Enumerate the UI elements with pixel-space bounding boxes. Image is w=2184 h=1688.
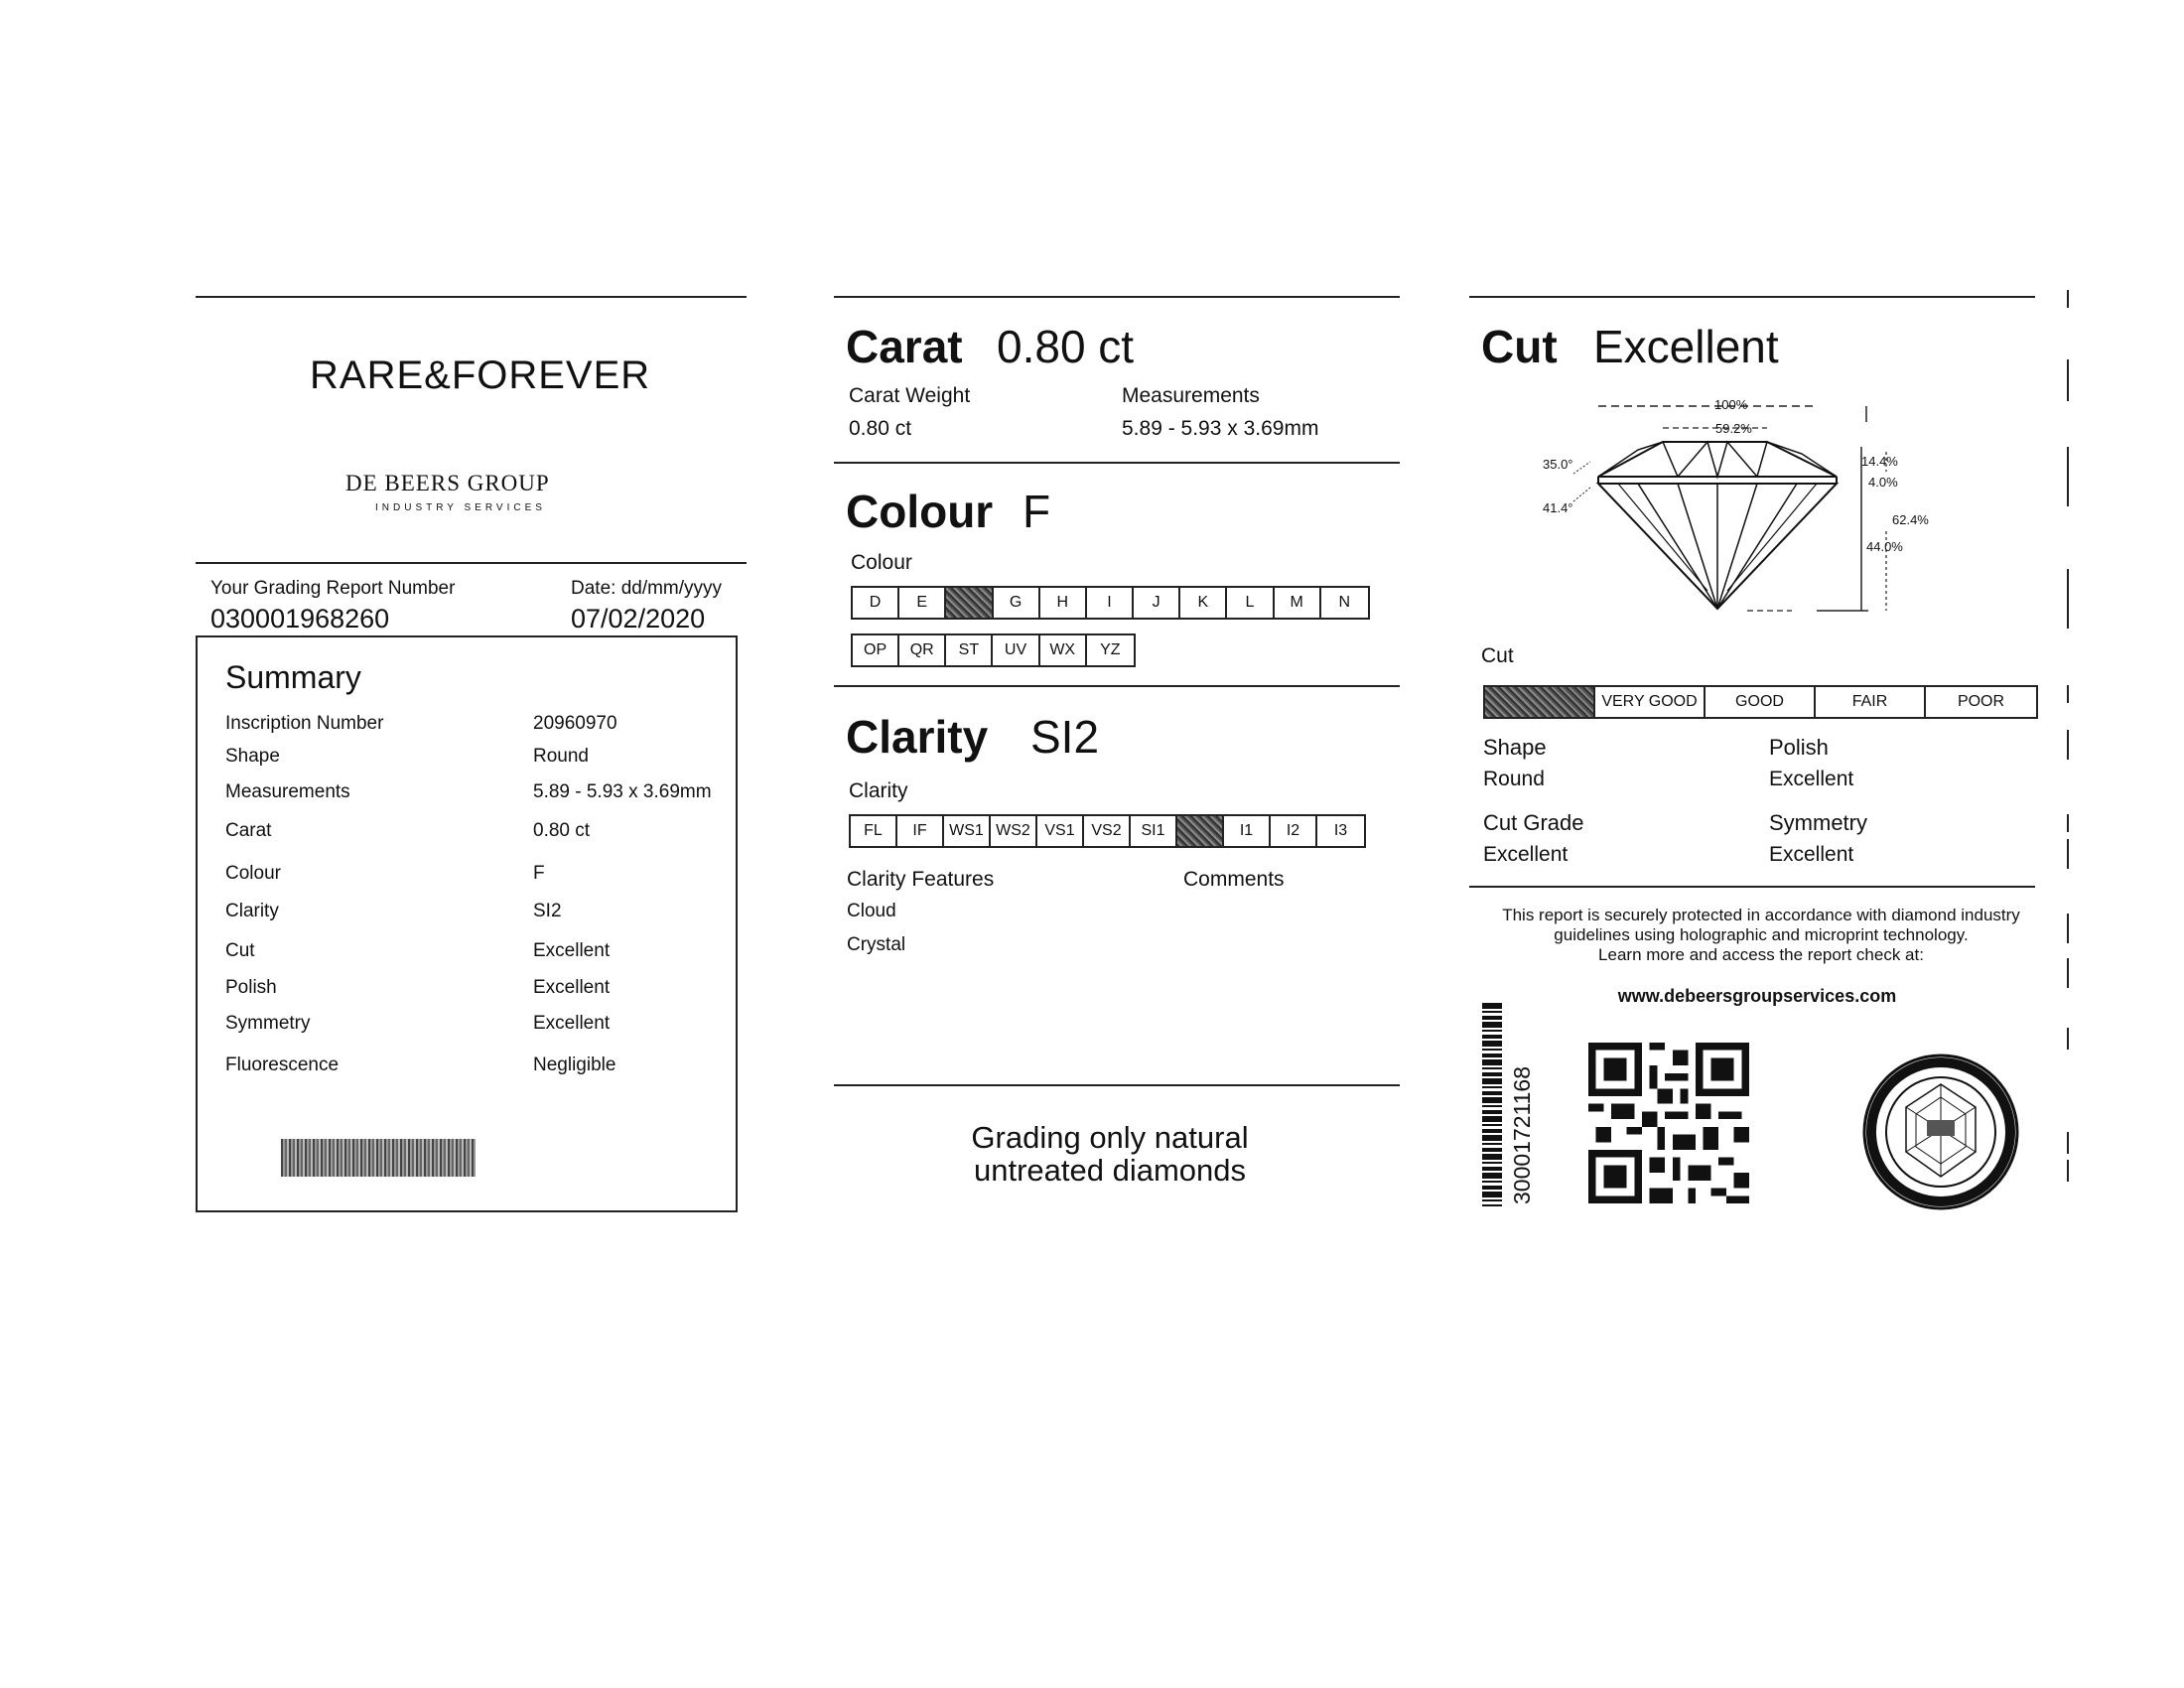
colour-rule (834, 685, 1400, 687)
diamond-crown (1598, 442, 1837, 477)
summary-row (225, 713, 722, 741)
clarity-scale-cell: IF (897, 816, 944, 846)
clarity-scale-cell: VS1 (1037, 816, 1084, 846)
clarity-scale-cell: SI1 (1131, 816, 1177, 846)
summary-row-label: Carat (225, 820, 272, 841)
clarity-value: SI2 (1030, 711, 1100, 763)
notice-line-3: Learn more and access the report check at: (1598, 945, 1924, 964)
measurements-value: 5.89 - 5.93 x 3.69mm (1122, 417, 1319, 440)
report-number-label: Your Grading Report Number (210, 578, 456, 599)
hologram-seal (281, 1139, 476, 1177)
carat-weight-label: Carat Weight (849, 384, 971, 407)
prop-pavilion-depth: 44.0% (1866, 539, 1903, 554)
prop-girdle: 4.0% (1868, 475, 1898, 490)
qr-code (1588, 1043, 1749, 1203)
colour-scale-1-cell: J (1134, 588, 1180, 618)
brand-logo: RARE&FOREVER (310, 353, 651, 397)
edge-mark (2067, 569, 2069, 629)
prop-pavilion-angle: 41.4° (1543, 500, 1573, 515)
shape-label: Shape (1483, 735, 1547, 760)
colour-scale-1-cell: G (994, 588, 1040, 618)
measurements-label: Measurements (1122, 384, 1260, 407)
footer-line-2: untreated diamonds (973, 1153, 1247, 1188)
summary-row (225, 901, 722, 928)
summary-row (225, 781, 722, 809)
shape-value: Round (1483, 768, 1545, 790)
colour-scale-2-cell: ST (946, 635, 993, 665)
edge-mark (2067, 1160, 2069, 1182)
colour-scale-1-cell: M (1275, 588, 1321, 618)
prop-total-depth: 62.4% (1892, 512, 1929, 527)
summary-row-value: Excellent (533, 1013, 611, 1034)
symmetry-label: Symmetry (1769, 810, 1867, 835)
cut-scale-cell (1485, 687, 1595, 717)
barcode (1482, 1003, 1502, 1206)
polish-label: Polish (1769, 735, 1829, 760)
clarity-features-label: Clarity Features (847, 868, 995, 891)
cut-scale-cell: VERY GOOD (1595, 687, 1706, 717)
colour-scale-2-cell: YZ (1100, 641, 1121, 658)
colour-scale-1-cell: E (899, 588, 946, 618)
date-value: 07/02/2020 (571, 604, 706, 633)
colour-scale-1-cell: H (1040, 588, 1087, 618)
summary-list (225, 713, 722, 1110)
right-top-rule (1469, 296, 2035, 298)
clarity-scale-cell (1177, 816, 1224, 846)
symmetry-value: Excellent (1769, 843, 1854, 866)
colour-title: Colour (846, 486, 994, 537)
summary-row-label: Cut (225, 940, 255, 961)
cut-title: Cut (1481, 321, 1558, 372)
summary-row-value: F (533, 863, 545, 884)
edge-mark (2067, 914, 2069, 943)
edge-mark (2067, 685, 2069, 703)
clarity-scale-cell: I3 (1333, 822, 1348, 839)
comments-label: Comments (1183, 868, 1285, 891)
date-label: Date: dd/mm/yyyy (571, 578, 723, 599)
edge-mark (2067, 814, 2069, 832)
edge-mark (2067, 1028, 2069, 1050)
edge-mark (2067, 447, 2069, 506)
summary-row-value: Excellent (533, 977, 611, 998)
clarity-label: Clarity (849, 779, 908, 802)
left-top-rule (196, 296, 747, 298)
prop-crown-angle: 35.0° (1543, 457, 1573, 472)
clarity-scale-cell: I2 (1271, 816, 1317, 846)
cut-value: Excellent (1593, 321, 1779, 372)
summary-row (225, 820, 722, 848)
clarity-scale-cell: FL (851, 816, 897, 846)
clarity-scale-cell: VS2 (1084, 816, 1131, 846)
edge-mark (2067, 359, 2069, 401)
colour-scale-1-cell: N (1338, 594, 1351, 611)
edge-mark (2067, 730, 2069, 760)
summary-row-label: Polish (225, 977, 277, 998)
notice-line-1: This report is securely protected in accordance with diamond industry (1502, 906, 2020, 924)
summary-row-value: SI2 (533, 901, 562, 921)
edge-mark (2067, 290, 2069, 308)
cut-scale-cell: POOR (1957, 693, 2005, 710)
cut-grade-label: Cut Grade (1483, 810, 1584, 835)
summary-row-value: Negligible (533, 1055, 616, 1075)
clarity-feature-item: Cloud (847, 901, 896, 921)
report-number: 030001968260 (210, 604, 390, 633)
edge-mark (2067, 958, 2069, 988)
colour-value: F (1023, 486, 1051, 537)
clarity-title: Clarity (846, 711, 989, 763)
edge-mark (2067, 1132, 2069, 1154)
cut-scale-cell: GOOD (1706, 687, 1816, 717)
footer-line-1: Grading only natural (971, 1120, 1249, 1155)
report-check-link[interactable]: www.debeersgroupservices.com (1617, 986, 1897, 1006)
cut-scale (1483, 685, 2038, 719)
cut-scale-cell: FAIR (1816, 687, 1926, 717)
colour-scale-1-cell: K (1180, 588, 1227, 618)
summary-row-label: Fluorescence (225, 1055, 340, 1075)
summary-row-value: 20960970 (533, 713, 617, 734)
summary-row (225, 746, 722, 774)
prop-total: 100% (1714, 397, 1748, 412)
summary-row-value: 5.89 - 5.93 x 3.69mm (533, 781, 712, 802)
colour-label: Colour (851, 551, 912, 574)
barcode-number: 30001721168 (1509, 1066, 1535, 1204)
prop-crown-height: 14.4% (1861, 454, 1898, 469)
carat-value: 0.80 ct (997, 321, 1135, 372)
report-rule (196, 562, 747, 564)
right-mid-rule (1469, 886, 2035, 888)
summary-row (225, 1013, 722, 1041)
colour-scale-2-cell: WX (1040, 635, 1087, 665)
summary-row (225, 863, 722, 891)
summary-row-value: Excellent (533, 940, 611, 961)
clarity-feature-item: Crystal (847, 934, 906, 955)
summary-row-label: Symmetry (225, 1013, 311, 1034)
carat-rule (834, 462, 1400, 464)
summary-row (225, 977, 722, 1005)
cut-grade-value: Excellent (1483, 843, 1569, 866)
certification-seal (1861, 1053, 2020, 1211)
summary-row-label: Measurements (225, 781, 350, 802)
colour-scale-1-cell: L (1227, 588, 1274, 618)
middle-bottom-rule (834, 1084, 1400, 1086)
summary-row-label: Clarity (225, 901, 279, 921)
summary-title: Summary (225, 659, 361, 695)
colour-scale-secondary (851, 633, 1136, 667)
summary-row-label: Colour (225, 863, 281, 884)
carat-weight-value: 0.80 ct (849, 417, 912, 440)
carat-title: Carat (846, 321, 963, 372)
summary-row (225, 940, 722, 968)
colour-scale-2-cell: UV (993, 635, 1039, 665)
middle-top-rule (834, 296, 1400, 298)
summary-row-value: 0.80 ct (533, 820, 591, 841)
group-subtitle: INDUSTRY SERVICES (375, 502, 546, 513)
colour-scale-1-cell: D (853, 588, 899, 618)
colour-scale-1-cell: I (1087, 588, 1134, 618)
colour-scale-1-cell (946, 588, 993, 618)
clarity-scale-cell: I1 (1224, 816, 1271, 846)
colour-scale-2-cell: OP (853, 635, 899, 665)
clarity-scale-cell: WS1 (944, 816, 991, 846)
summary-row (225, 1055, 722, 1082)
summary-row-label: Shape (225, 746, 280, 767)
clarity-scale-cell: WS2 (991, 816, 1037, 846)
group-name: DE BEERS GROUP (345, 471, 550, 495)
summary-row-label: Inscription Number (225, 713, 384, 734)
clarity-scale (849, 814, 1366, 848)
edge-mark (2067, 839, 2069, 869)
colour-scale-primary (851, 586, 1370, 620)
summary-row-value: Round (533, 746, 589, 767)
summary-box (196, 635, 738, 1212)
notice-line-2: guidelines using holographic and microprint technology. (1554, 925, 1969, 944)
polish-value: Excellent (1769, 768, 1854, 790)
prop-table: 59.2% (1715, 421, 1752, 436)
cut-label: Cut (1481, 644, 1514, 667)
colour-scale-2-cell: QR (899, 635, 946, 665)
